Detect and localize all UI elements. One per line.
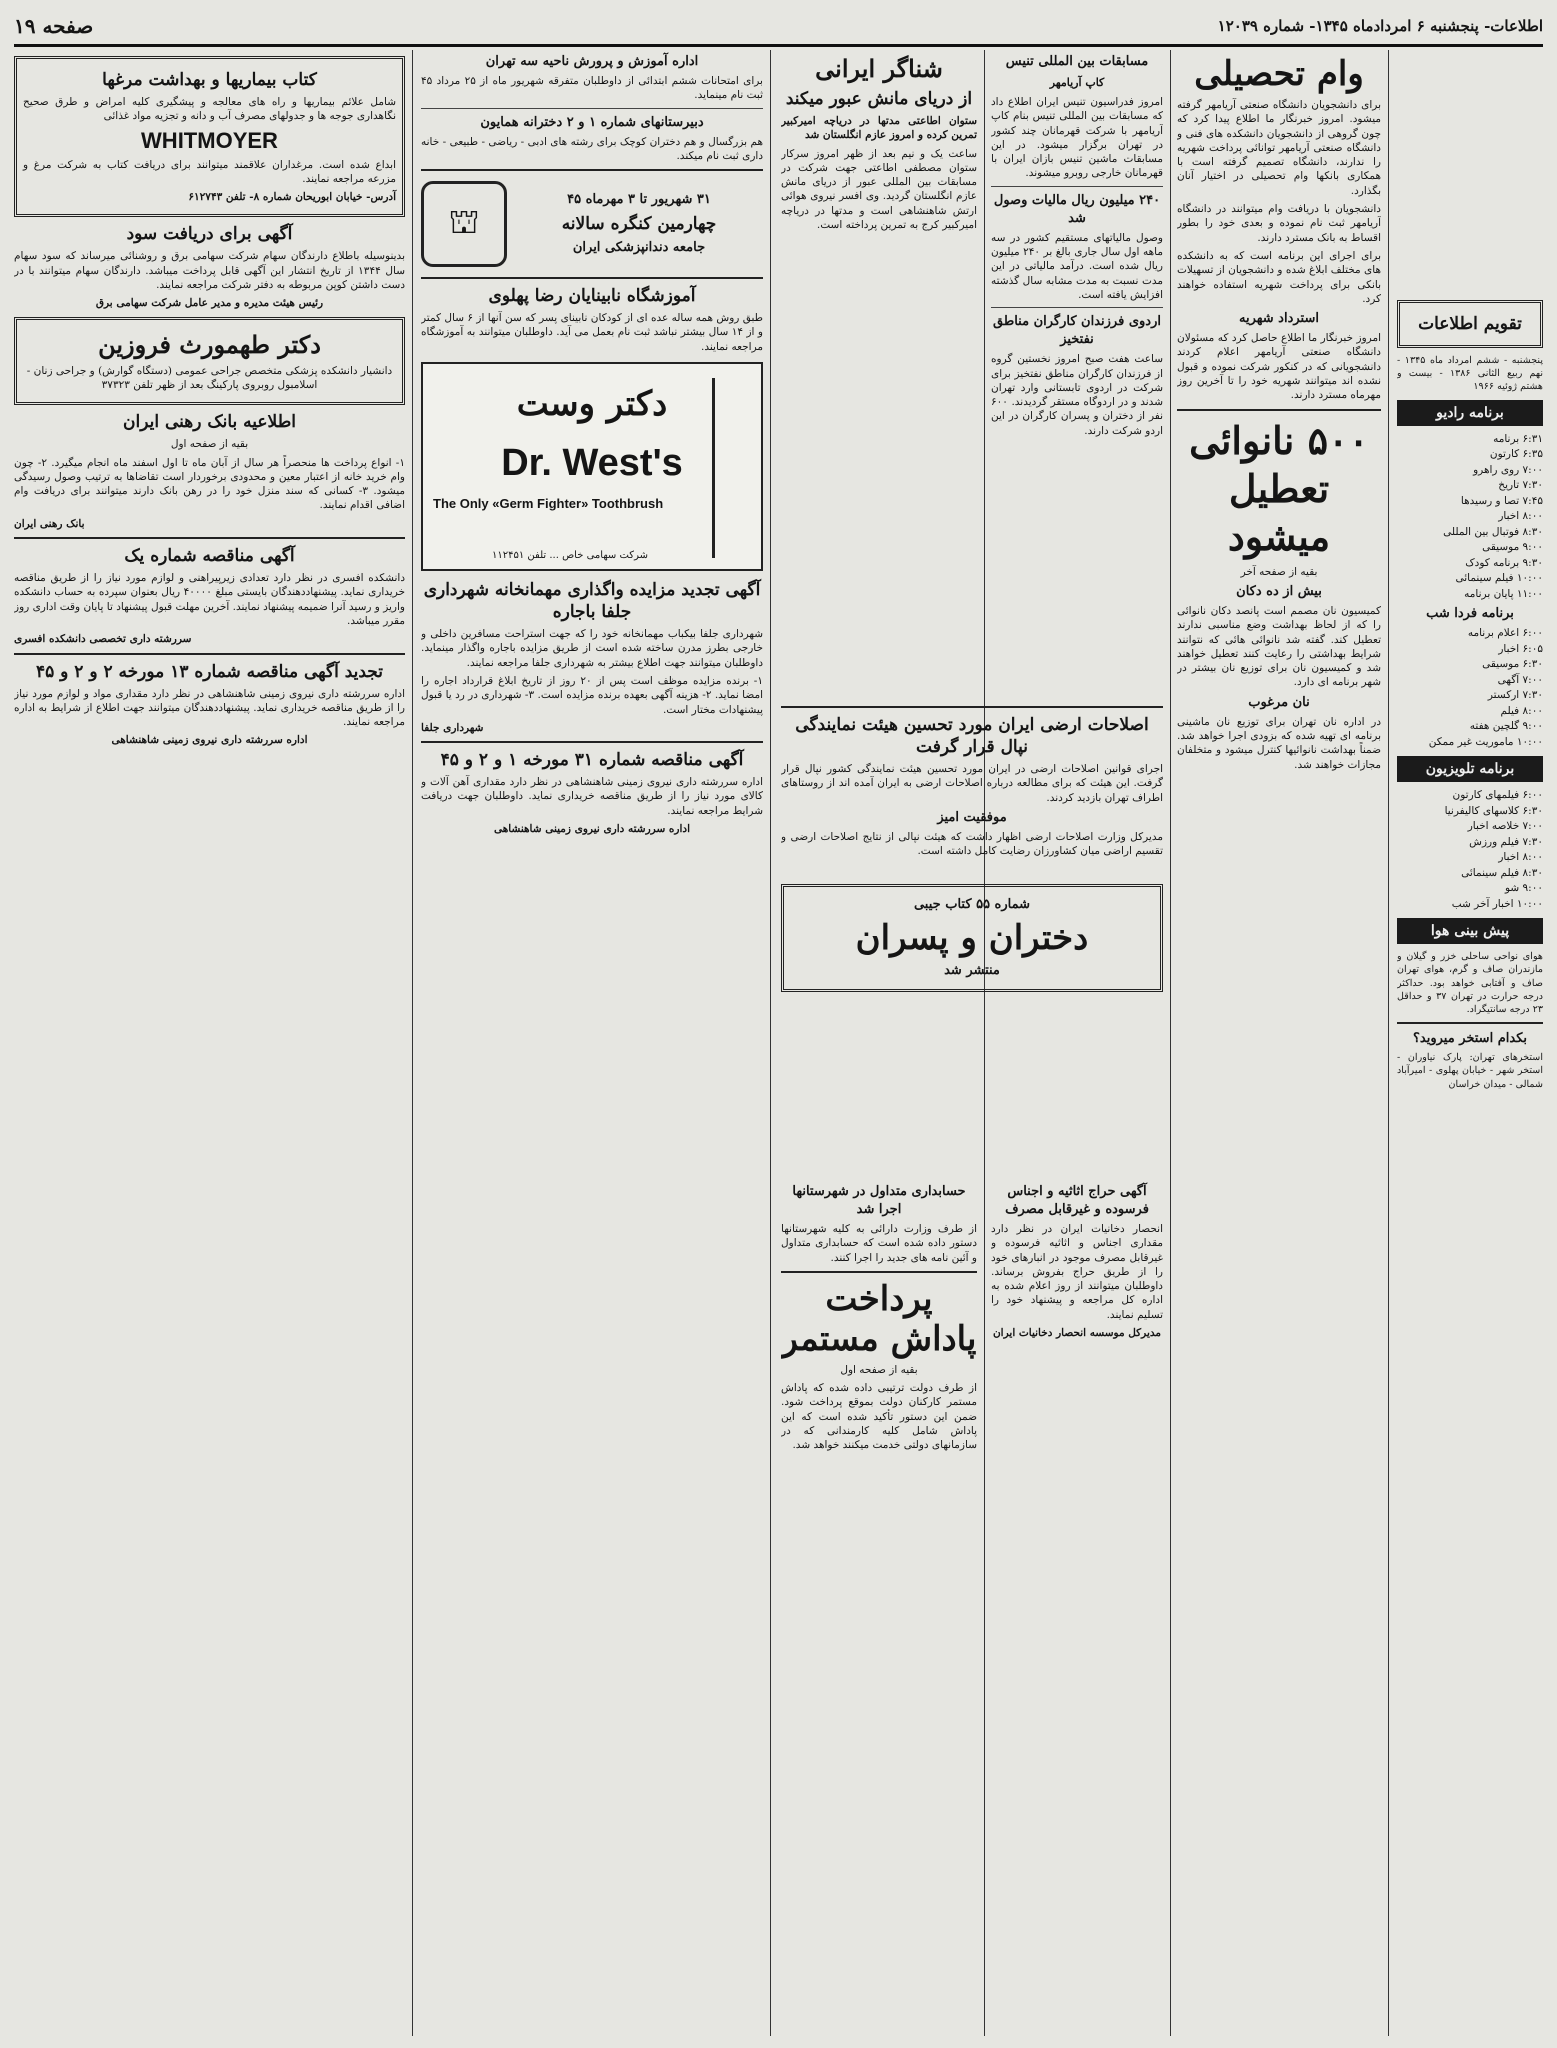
- tennis-headline: مسابقات بین المللی تنیس: [1005, 54, 1149, 69]
- loan-text-1: برای دانشجویان دانشگاه صنعتی آریامهر گرفته میشود. امروز خبرنگار ما اطلاع پیدا کرد که چون گروهی از دانشجویان دانشکده های فنی و دانشگاه صنعتی آریامهر توانائی پرداخت شهریه را ندارند، دانشگاه تصمیم گرفته است با همکاری بانکها وام تحصیلی در اختیار آنان بگذارد.: [1177, 99, 1381, 197]
- pools-heading: بکدام استخر میروید؟: [1412, 1031, 1527, 1047]
- bread-subhead: نان مرغوب: [1248, 694, 1310, 710]
- book-ad-sub: منتشر شد: [944, 963, 1000, 979]
- doctor-text: دانشیار دانشکده پزشکی متخصص جراحی عمومی (دستگاه گوارش) و جراحی زنان - اسلامبول روبروی پارکینگ بعد از ظهر تلفن ۳۷۳۲۳: [26, 364, 393, 391]
- dr-west-address: شرکت سهامی خاص ... تلفن ۱۱۲۴۵۱: [492, 550, 648, 562]
- congress-title: چهارمین کنگره سالانه: [561, 214, 717, 235]
- loan-text-3: برای اجرای این برنامه است که به دانشکده های مختلف ابلاغ شده و دانشجویان از تسهیلات بانکی برای پرداخت شهریه استفاده خواهند کرد.: [1177, 249, 1381, 305]
- page-number: صفحه ۱۹: [14, 14, 94, 38]
- list-item: ۹:۰۰ شو: [1504, 882, 1543, 895]
- list-item: ۹:۰۰ گلچین هفته: [1469, 720, 1543, 733]
- congress-date: ۳۱ شهریور تا ۳ مهرماه ۴۵: [567, 192, 711, 208]
- list-item: ۷:۳۰ تاریخ: [1498, 479, 1543, 492]
- swim-lead: ستوان اطاعتی مدتها در دریاچه امیرکبیر تمرین کرده و امروز عازم انگلستان شد: [781, 115, 977, 142]
- bid31-signature: اداره سررشته داری نیروی زمینی شاهنشاهی: [493, 823, 690, 836]
- column-calendar: [1397, 50, 1543, 2036]
- poultry-book-ad: [14, 56, 405, 217]
- tender-signature: شهرداری جلفا: [421, 721, 484, 734]
- list-item: ۶:۳۰ کلاسهای کالیفرنیا: [1444, 804, 1543, 817]
- bank-signature: بانک رهنی ایران: [14, 517, 85, 530]
- swim-subhead: از دریای مانش عبور میکند: [785, 89, 973, 109]
- book-ad-title: شماره ۵۵ کتاب جیبی: [913, 897, 1031, 913]
- tv-list: [1397, 788, 1543, 912]
- list-item: ۷:۳۰ فیلم ورزش: [1469, 835, 1543, 848]
- poultry-book-text: شامل علائم بیماریها و راه های معالجه و پیشگیری کلیه امراض و طرق صحیح نگاهداری جوجه ها و جدولهای مصرف آب و دانه و تجزیه مواد غذائی: [23, 96, 396, 123]
- profit-headline: آگهی برای دریافت سود: [126, 224, 293, 245]
- list-item: ۸:۰۰ اخبار: [1498, 510, 1543, 523]
- tax-text: وصول مالیاتهای مستقیم کشور در سه ماهه اول سال جاری بالغ بر ۲۴۰ میلیون ریال شده است. درآمد مالیاتی در این مدت نسبت به مدت مشابه سال گذشته افزایش یافته است.: [991, 231, 1163, 301]
- weather-text: هوای نواحی ساحلی خزر و گیلان و مازندران صاف و گرم، هوای تهران صاف و آفتابی خواهد بود. حداکثر درجه حرارت در تهران ۳۷ و حداقل ۲۳ درجه سانتیگراد.: [1397, 951, 1543, 1015]
- doctor-ad: [14, 317, 405, 406]
- extend-headline: استرداد شهریه: [1239, 311, 1319, 327]
- list-item: ۱۱:۰۰ پایان برنامه: [1464, 587, 1543, 600]
- column-ads-4: [421, 50, 763, 2036]
- congress-ad: [421, 177, 763, 271]
- list-item: ۷:۳۰ ارکستر: [1487, 689, 1543, 702]
- bakers-continued: بقیه از صفحه آخر: [1240, 565, 1318, 578]
- profit-signature: رئیس هیئت مدیره و مدیر عامل شرکت سهامی برق: [95, 297, 324, 310]
- bid1-text: دانشکده افسری در نظر دارد تعدادی زیرپیراهنی و لوازم مورد نیاز را از طریق مناقصه خریداری نماید. پیشنهاددهندگان بایستی مبلغ ۴۰۰۰۰ ریال بعنوان سپرده به حساب دانشکده واریز و رسید آنرا ضمیمه پیشنهاد نمایند. آخرین مهلت قبول پیشنهاد تا پایان وقت اداری روز مقرر میباشد.: [14, 572, 405, 627]
- auction-signature: مدیرکل موسسه انحصار دخانیات ایران: [992, 1327, 1162, 1340]
- tooth-emblem-icon: ⛫: [421, 181, 507, 267]
- radio-list: [1397, 432, 1543, 603]
- poultry-book-text-2: ابداع شده است. مرغداران علاقمند میتوانند برای دریافت کتاب به شرکت مرغ و مزرعه مراجعه نمایند.: [23, 158, 396, 185]
- toothbrush-icon: [712, 378, 749, 558]
- bank-headline: اطلاعیه بانک رهنی ایران: [123, 412, 296, 433]
- auction-ad: [991, 1180, 1163, 2036]
- column-loan: [1177, 50, 1381, 2036]
- auction-text: انحصار دخانیات ایران در نظر دارد مقداری اجناس و اثاثیه فرسوده و غیرقابل مصرف موجود در انبارهای خود را از طریق حراج بفروش برساند. داوطلبان میتوانند از روز اعلام شده به اداره کل مراجعه و پیشنهاد خود را تسلیم نمایند.: [991, 1223, 1163, 1321]
- tv-heading: برنامه تلویزیون: [1397, 756, 1543, 782]
- column-ads-5: [14, 50, 405, 2036]
- list-item: ۷:۰۰ روی راهرو: [1473, 463, 1543, 476]
- school-headline: دبیرستانهای شماره ۱ و ۲ دخترانه همایون: [480, 114, 704, 130]
- congress-sub: جامعه دندانپزشکی ایران: [572, 240, 706, 256]
- list-item: ۱۰:۰۰ اخبار آخر شب: [1451, 897, 1543, 910]
- list-item: ۸:۰۰ فیلم: [1500, 704, 1543, 717]
- reform-headline: اصلاحات ارضی ایران مورد تحسین هیئت نمایندگی نپال قرار گرفت: [795, 715, 1149, 757]
- bank-continued: بقیه از صفحه اول: [170, 438, 249, 451]
- list-item: ۹:۳۰ برنامه کودک: [1465, 556, 1543, 569]
- radio-heading: برنامه رادیو: [1397, 400, 1543, 426]
- bid1-headline: آگهی مناقصه شماره یک: [124, 546, 295, 567]
- dr-west-persian-logo: دکتر وست: [516, 384, 668, 425]
- list-item: ۶:۳۱ برنامه: [1493, 432, 1543, 445]
- blind-headline: آموزشگاه نابینایان رضا پهلوی: [488, 286, 696, 307]
- acct-text: از طرف وزارت دارائی به کلیه شهرستانها دستور داده شده است که حسابداری متداول و آئین نامه های جدید را اجرا کنند.: [781, 1223, 977, 1264]
- auction-headline: آگهی حراج اثاثیه و اجناس فرسوده و غیرقابل مصرف: [1005, 1184, 1149, 1217]
- reform-text-2: مدیرکل وزارت اصلاحات ارضی اظهار داشت که هیئت نپالی از نتایج اصلاحات ارضی و تقسیم اراضی میان کشاورزان رضایت کامل داشته است.: [781, 830, 1163, 858]
- bakers-text: کمیسیون نان مصمم است پانصد دکان نانوائی را که از لحاظ بهداشت وضع مناسبی ندارند تعطیل کند. گفته شد نانوائی هائی که نتوانند شرایط بهداشتی را رعایت کنند تعطیل خواهند شد و کمیسیون نان برای توزیع نان بیشتر در شهر برنامه ای دارد.: [1177, 604, 1381, 689]
- column-news-3b: [781, 1180, 977, 2036]
- reform-text: اجرای قوانین اصلاحات ارضی در ایران مورد تحسین هیئت نمایندگی کشور نپال قرار گرفت. این هیئت که برای مطالعه درباره اصلاحات ارضی به ایران آمده اند از روستاهای اطراف تهران بازدید کردند.: [781, 763, 1163, 804]
- bid13-headline: تجدید آگهی مناقصه شماره ۱۳ مورخه ۲ و ۲ و ۴۵: [35, 661, 383, 682]
- bakers-subhead: بیش از ده دکان: [1236, 583, 1322, 599]
- tender-headline: آگهی تجدید مزایده واگذاری مهمانخانه شهرداری جلفا باجاره: [423, 580, 761, 623]
- bid13-signature: اداره سررشته داری نیروی زمینی شاهنشاهی: [111, 734, 308, 747]
- edu-headline: اداره آموزش و پرورش ناحیه سه تهران: [485, 54, 699, 69]
- list-item: ۶:۳۰ موسیقی: [1482, 658, 1543, 671]
- edu-text: برای امتحانات ششم ابتدائی از داوطلبان متفرقه شهریور ماه از ۲۵ مرداد ۴۵ ثبت نام مینماید.: [421, 75, 763, 102]
- loan-headline: وام تحصیلی: [1194, 54, 1364, 94]
- camp-headline: اردوی فرزندان کارگران مناطق نفتخیز: [993, 314, 1161, 348]
- bid13-text: اداره سررشته داری نیروی زمینی شاهنشاهی در نظر دارد مقداری مواد و لوازم مورد نیاز را از طریق مناقصه خریداری نماید. پیشنهاددهندگان میتوانند جهت اطلاع از شرایط به اداره مراجعه نمایند.: [14, 687, 405, 729]
- swim-text: ساعت یک و نیم بعد از ظهر امروز سرکار ستوان مصطفی اطاعتی جهت شرکت در مسابقات بین المللی عبور از دریای مانش عازم انگلستان گردید. وی افسر نیروی هوائی ارتش شاهنشاهی است و مدتها در دریاچه امیرکبیر کرج به تمرین پرداخته است.: [781, 147, 977, 232]
- list-item: ۶:۰۵ اخبار: [1498, 642, 1543, 655]
- tennis-text: امروز فدراسیون تنیس ایران اطلاع داد که مسابقات بین المللی تنیس بنام کاپ آریامهر با شرکت قهرمانان چند کشور در تهران برگزار میشود. در این مسابقات ماشین تنیس بازان ایران با قهرمانان خارجی روبرو میشوند.: [991, 96, 1163, 180]
- list-item: ۸:۰۰ اخبار: [1498, 851, 1543, 864]
- list-item: ۶:۳۵ کارتون: [1489, 448, 1543, 461]
- issue-info: اطلاعات- پنجشنبه ۶ امردادماه ۱۳۴۵- شماره ۱۲۰۳۹: [1217, 17, 1543, 35]
- list-item: ۱۰:۰۰ فیلم سینمائی: [1455, 572, 1543, 585]
- reform-subhead: موفقیت امیز: [937, 809, 1007, 825]
- poultry-book-title: کتاب بیماریها و بهداشت مرغها: [102, 70, 317, 90]
- list-item: ۶:۰۰ فیلمهای کارتون: [1452, 789, 1543, 802]
- pools-text: استخرهای تهران: پارک نیاوران - استخر شهر - خیابان پهلوی - امیرآباد شمالی - میدان خراسان: [1397, 1052, 1543, 1090]
- blind-text: طبق روش همه ساله عده ای از کودکان نابینای پسر که سن آنها از ۶ سال کمتر و از ۱۴ سال بیشتر نباشد ثبت نام بعمل می آید. داوطلبان میتوانند به آموزشگاه مراجعه نمایند.: [421, 312, 763, 353]
- camp-text: ساعت هفت صبح امروز نخستین گروه از فرزندان کارگران مناطق نفتخیز برای شرکت در اردوی تابستانی وارد تهران شدند و در اردوگاه مستقر گردیدند. ۶۰۰ نفر از دختران و پسران کارگران در این اردو شرکت دارند.: [991, 353, 1163, 437]
- profit-text: بدینوسیله باطلاع دارندگان سهام شرکت سهامی برق و روشنائی میرساند که سود سهام سال ۱۳۴۴ از تاریخ انتشار این آگهی قابل پرداخت میباشد. دارندگان سهام میتوانند با در دست داشتن کوپن مربوطه به دفتر شرکت مراجعه نمایند.: [14, 250, 405, 292]
- tender-text: شهرداری جلفا بیکباب مهمانخانه خود را که جهت استراحت مسافرین داخلی و خارجی بطرز مدرن ساخته شده است از طریق مزایده باجاره واگذار مینماید. داوطلبان میتوانند جهت اطلاع بیشتر به شهرداری جلفا مراجعه نمایند.: [421, 628, 763, 669]
- tender-conditions: ۱- برنده مزایده موظف است پس از ۲۰ روز از تاریخ ابلاغ قرارداد اجاره را امضا نماید. ۲- هزینه آگهی بعهده برنده مزایده است. ۳- شهرداری در رد یا قبول پیشنهادات مختار است.: [421, 674, 763, 716]
- book-ad: [781, 884, 1163, 992]
- dr-west-ad: [421, 362, 763, 571]
- list-item: ۱۰:۰۰ ماموریت غیر ممکن: [1428, 735, 1543, 748]
- list-item: ۷:۴۵ تصا و رسیدها: [1460, 494, 1543, 507]
- extend-text: امروز خبرنگار ما اطلاع حاصل کرد که مسئولان دانشگاه صنعتی آریامهر اعلام کردند دانشجویانی که در کنکور شرکت نموده و قبول نشده اند میتوانند شهریه خود را تا آخرین روز مهرماه مسترد دارند.: [1177, 332, 1381, 402]
- bid1-signature: سررشته داری تخصصی دانشکده افسری: [14, 633, 192, 646]
- book-ad-headline: دختران و پسران: [855, 918, 1089, 959]
- weather-heading: پیش بینی هوا: [1397, 918, 1543, 944]
- acct-headline: حسابداری متداول در شهرستانها اجرا شد: [792, 1184, 966, 1217]
- list-item: ۸:۳۰ فوتبال بین المللی: [1443, 525, 1543, 538]
- pay-continued: بقیه از صفحه اول: [840, 1363, 918, 1376]
- calendar-date: پنجشنبه - ششم امرداد ماه ۱۳۴۵ - نهم ربیع الثانی ۱۳۸۶ - بیست و هشتم ژوئیه ۱۹۶۶: [1397, 355, 1543, 393]
- list-item: ۹:۰۰ موسیقی: [1482, 541, 1543, 554]
- list-item: ۷:۰۰ آگهی: [1497, 673, 1543, 686]
- school-text: هم بزرگسال و هم دختران کوچک برای رشته های ادبی - ریاضی - طبیعی - خانه داری ثبت نام میکند.: [421, 135, 763, 162]
- bank-text: ۱- انواع پرداخت ها منحصراً هر سال از آبان ماه تا اول اسفند ماه انجام میگیرد. ۲- چون وام خرید خانه از اعتبار معین و محدودی برخوردار است تقاضاها به ترتیب وصول رسیدگی میشود. ۳- کسانی که سند منزل خود را در رهن بانک دارند میتوانند برای دریافت وام اضافی اقدام نمایند.: [14, 456, 405, 512]
- list-item: ۸:۳۰ فیلم سینمائی: [1461, 866, 1543, 879]
- swim-headline: شناگر ایرانی: [815, 54, 943, 83]
- bread-text: در اداره نان تهران برای توزیع نان ماشینی برنامه ای تهیه شده که بزودی اجرا خواهد شد. ضمناً بهداشت نانوائیها کنترل میشود و متخلفان مجازات خواهند شد.: [1177, 715, 1381, 771]
- bakers-headline: ۵۰۰ نانوائی تعطیل میشود: [1189, 417, 1369, 559]
- poultry-book-address: آدرس- خیابان ابوریحان شماره ۸- تلفن ۶۱۲۷۴۳: [188, 191, 396, 204]
- list-item: ۷:۰۰ خلاصه اخبار: [1467, 820, 1543, 833]
- bid31-headline: آگهی مناقصه شماره ۳۱ مورخه ۱ و ۲ و ۴۵: [440, 750, 744, 771]
- dr-west-tagline: The Only «Germ Fighter» Toothbrush: [433, 496, 664, 512]
- pay-text: از طرف دولت ترتیبی داده شده که پاداش مستمر کارکنان دولت بموقع پرداخت شود. ضمن این دستور تأکید شده است که این پاداش شامل کلیه کارمندانی که در سازمانهای دولتی خدمت میکنند خواهد شد.: [781, 1382, 977, 1452]
- tomorrow-heading: برنامه فردا شب: [1426, 606, 1514, 622]
- loan-text-2: دانشجویان با دریافت وام میتوانند در دانشگاه آریامهر ثبت نام نموده و بعدی خود را بطور اقساط به بانک مسترد دارند.: [1177, 203, 1381, 244]
- tennis-subhead: کاپ آریامهر: [1049, 76, 1105, 89]
- calendar-title: تقویم اطلاعات: [1418, 314, 1522, 334]
- whitmoyer-brand: WHITMOYER: [141, 127, 278, 153]
- masthead: [14, 8, 1543, 47]
- tax-headline: ۲۴۰ میلیون ریال مالیات وصول شد: [993, 192, 1161, 226]
- list-item: ۶:۰۰ اعلام برنامه: [1467, 627, 1543, 640]
- dr-west-brand: Dr. West's: [501, 442, 683, 485]
- tomorrow-list: [1397, 626, 1543, 750]
- pay-headline: پرداخت پاداش مستمر: [781, 1278, 977, 1359]
- reform-article: [781, 700, 1163, 1170]
- bid31-text: اداره سررشته داری نیروی زمینی شاهنشاهی در نظر دارد مقداری آهن آلات و کالای مورد نیاز را از طریق مناقصه خریداری نماید. داوطلبان جهت دریافت شرایط مراجعه نمایند.: [421, 776, 763, 817]
- doctor-name: دکتر طهمورث فروزین: [98, 329, 321, 359]
